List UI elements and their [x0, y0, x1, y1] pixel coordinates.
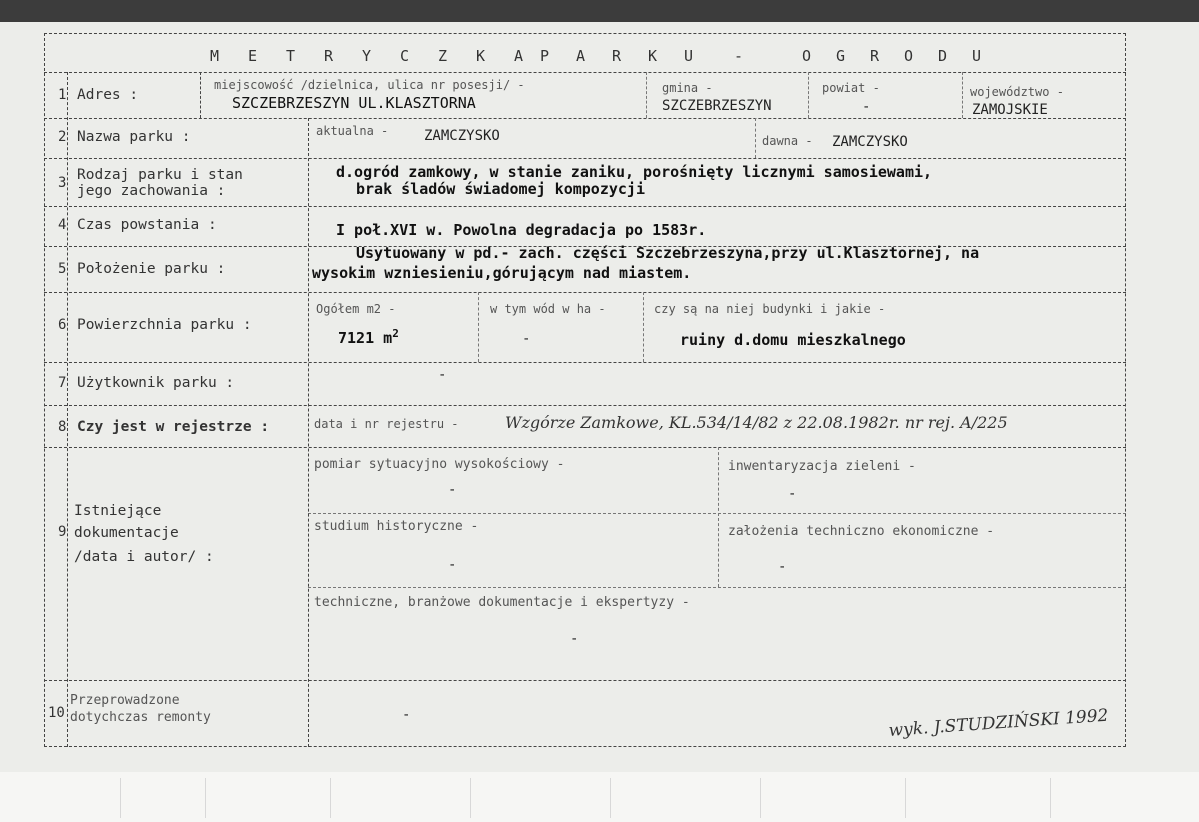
- row-number: 4: [58, 217, 67, 233]
- row-number: 1: [58, 87, 67, 103]
- title-letter: O: [904, 47, 914, 65]
- area-total-value: [338, 328, 399, 347]
- row-label-location: Położenie parku :: [77, 261, 226, 277]
- title-letter: E: [248, 47, 258, 65]
- row-label-name: Nazwa parku :: [77, 129, 191, 145]
- scan-top-edge: [0, 0, 1199, 22]
- row-number: 7: [58, 375, 67, 391]
- location-line: wysokim wzniesieniu,górującym nad miastem.: [312, 264, 692, 282]
- row-number: 3: [58, 175, 67, 191]
- historic-value: -: [448, 557, 457, 573]
- row-label-repairs: Przeprowadzone: [70, 693, 180, 708]
- title-letter: Y: [362, 47, 372, 65]
- title-letter: U: [972, 47, 982, 65]
- row-label-docs: dokumentacje: [74, 525, 179, 541]
- scan-bottom-area: [0, 772, 1199, 822]
- historic-label: studium historyczne -: [314, 519, 479, 534]
- row-label-type: jego zachowania :: [77, 183, 226, 199]
- former-name-label: dawna -: [762, 134, 813, 148]
- origin-value: I poł.XVI w. Powolna degradacja po 1583r.: [336, 221, 707, 239]
- buildings-label: czy są na niej budynki i jakie -: [654, 302, 886, 316]
- survey-label: pomiar sytuacyjno wysokościowy -: [314, 457, 565, 472]
- title-letter: T: [286, 47, 296, 65]
- row-number: 2: [58, 129, 67, 145]
- location-value: SZCZEBRZESZYN UL.KLASZTORNA: [232, 94, 476, 112]
- row-label-docs: /data i autor/ :: [74, 549, 214, 565]
- row-number: 10: [48, 705, 65, 721]
- expert-label: techniczne, branżowe dokumentacje i ekspertyzy -: [314, 595, 690, 610]
- row-number: 8: [58, 419, 67, 435]
- area-total-unit-sup: 2: [392, 327, 399, 340]
- gmina-value: SZCZEBRZESZYN: [662, 98, 772, 114]
- title-letter: G: [836, 47, 846, 65]
- title-letter: R: [870, 47, 880, 65]
- row-label-area: Powierzchnia parku :: [77, 317, 252, 333]
- powiat-value: -: [862, 99, 871, 115]
- greenery-value: -: [788, 486, 797, 502]
- current-name-label: aktualna -: [316, 124, 389, 138]
- location-header: miejscowość /dzielnica, ulica nr posesji/ -: [214, 78, 525, 92]
- row-number: 9: [58, 524, 67, 540]
- title-letter: D: [938, 47, 948, 65]
- expert-value: -: [570, 631, 579, 647]
- buildings-value: ruiny d.domu mieszkalnego: [680, 331, 906, 349]
- area-total-label: Ogółem m2 -: [316, 302, 396, 316]
- repairs-value: -: [402, 707, 411, 723]
- register-value: Wzgórze Zamkowe, KL.534/14/82 z 22.08.1982r. nr rej. A/225: [505, 413, 1008, 432]
- title-letter: A: [514, 47, 524, 65]
- type-line: brak śladów świadomej kompozycji: [356, 180, 645, 198]
- row-label-repairs: dotychczas remonty: [70, 710, 211, 725]
- row-label-docs: Istniejące: [74, 503, 162, 519]
- gmina-header: gmina -: [662, 81, 713, 95]
- former-name-value: ZAMCZYSKO: [832, 134, 908, 150]
- title-letter: R: [324, 47, 334, 65]
- title-letter: P: [540, 47, 550, 65]
- title-letter: M: [210, 47, 220, 65]
- row-label-address: Adres :: [77, 87, 139, 103]
- row-number: 6: [58, 317, 67, 333]
- title-letter: -: [734, 47, 744, 65]
- type-line: d.ogród zamkowy, w stanie zaniku, porośnięty licznymi samosiewami,: [336, 163, 933, 181]
- title-letter: C: [400, 47, 410, 65]
- title-letter: K: [476, 47, 486, 65]
- row-label-user: Użytkownik parku :: [77, 375, 235, 391]
- title-letter: Z: [438, 47, 448, 65]
- user-value: -: [438, 367, 447, 383]
- greenery-label: inwentaryzacja zieleni -: [728, 459, 916, 474]
- title-letter: U: [684, 47, 694, 65]
- register-label: data i nr rejestru -: [314, 417, 459, 431]
- title-letter: K: [648, 47, 658, 65]
- row-label-register: Czy jest w rejestrze :: [77, 419, 270, 435]
- signature: wyk. J.STUDZIŃSKI 1992: [887, 705, 1110, 741]
- title-letter: O: [802, 47, 812, 65]
- area-total-number: 7121 m: [338, 329, 393, 347]
- woj-value: ZAMOJSKIE: [972, 102, 1048, 118]
- technical-label: założenia techniczno ekonomiczne -: [728, 524, 995, 539]
- row-label-type: Rodzaj parku i stan: [77, 167, 243, 183]
- water-value: -: [522, 331, 531, 347]
- current-name-value: ZAMCZYSKO: [424, 128, 500, 144]
- powiat-header: powiat -: [822, 81, 880, 95]
- row-number: 5: [58, 261, 67, 277]
- title-letter: R: [612, 47, 622, 65]
- woj-header: województwo -: [970, 85, 1064, 99]
- water-label: w tym wód w ha -: [490, 302, 606, 316]
- survey-value: -: [448, 482, 457, 498]
- row-label-origin: Czas powstania :: [77, 217, 217, 233]
- location-line: Usytuowany w pd.- zach. części Szczebrzeszyna,przy ul.Klasztornej, na: [356, 244, 980, 262]
- technical-value: -: [778, 559, 787, 575]
- title-letter: A: [576, 47, 586, 65]
